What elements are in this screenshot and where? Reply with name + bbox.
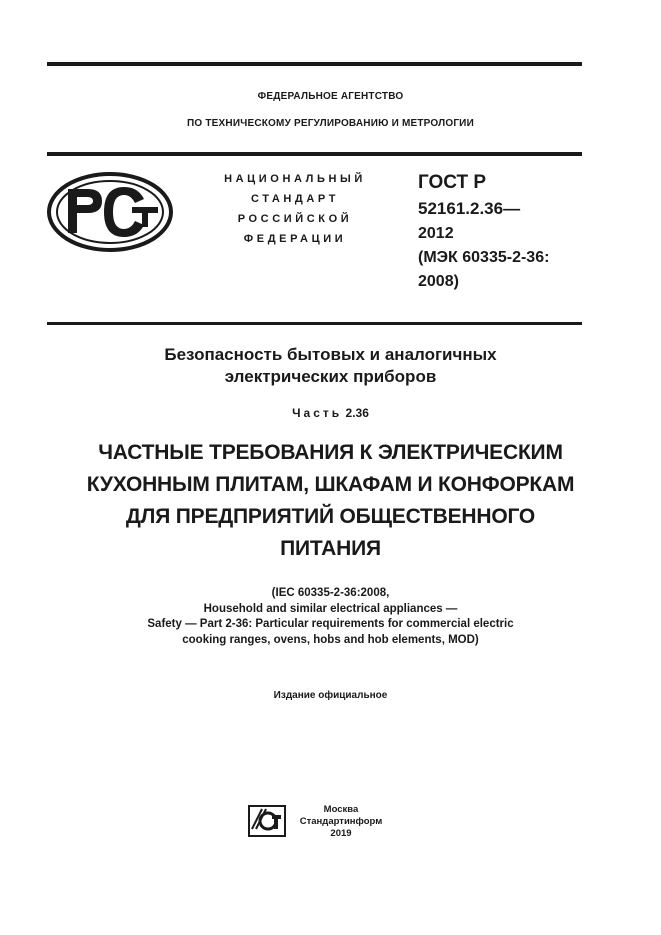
main-title-line-4: ПИТАНИЯ — [280, 537, 381, 560]
gost-line-4: (МЭК 60335-2-36: — [418, 249, 550, 266]
part-value: 2.36 — [345, 406, 369, 420]
gost-line-2: 52161.2.36— — [418, 199, 521, 218]
title-line-2: электрических приборов — [224, 367, 437, 386]
natstd-line-1: НАЦИОНАЛЬНЫЙ — [224, 173, 366, 185]
iec-line-3: Safety — Part 2-36: Particular requirements for commercial electric — [147, 618, 514, 630]
publisher-info — [296, 804, 386, 840]
part-number — [0, 406, 661, 420]
edition-label: Издание официальное — [273, 690, 388, 701]
title-line-1: Безопасность бытовых и аналогичных — [164, 345, 497, 364]
natstd-line-3: РОССИЙСКОЙ — [237, 213, 353, 225]
block-rule — [47, 322, 582, 325]
main-title-line-3: ДЛЯ ПРЕДПРИЯТИЙ ОБЩЕСТВЕННОГО — [125, 505, 536, 528]
iec-reference — [0, 586, 661, 648]
gost-designation — [418, 170, 618, 294]
header-rule — [47, 152, 582, 156]
iec-line-1: (IEC 60335-2-36:2008, — [271, 587, 390, 599]
part-word: Часть — [292, 406, 343, 420]
natstd-line-2: СТАНДАРТ — [250, 193, 340, 205]
agency-line-2: ПО ТЕХНИЧЕСКОМУ РЕГУЛИРОВАНИЮ И МЕТРОЛОГИИ — [187, 118, 474, 129]
main-title-line-2: КУХОННЫМ ПЛИТАМ, ШКАФАМ И КОНФОРКАМ — [86, 473, 575, 496]
iec-line-2: Household and similar electrical appliances — — [203, 602, 458, 615]
top-rule — [47, 62, 582, 66]
publisher-city: Москва — [323, 804, 359, 815]
gost-line-1: ГОСТ Р — [418, 172, 487, 193]
agency-line-1: ФЕДЕРАЛЬНОЕ АГЕНТСТВО — [257, 91, 404, 102]
main-title — [0, 437, 661, 565]
natstd-line-4: ФЕДЕРАЦИИ — [243, 233, 347, 245]
iec-line-4: cooking ranges, ovens, hobs and hob elements, MOD) — [182, 633, 479, 646]
standartinform-logo-icon — [248, 805, 286, 837]
main-title-line-1: ЧАСТНЫЕ ТРЕБОВАНИЯ К ЭЛЕКТРИЧЕСКИМ — [98, 441, 563, 464]
publisher-year: 2019 — [330, 828, 352, 839]
rst-certification-mark-icon — [46, 171, 174, 253]
national-standard-label — [200, 169, 390, 249]
document-title — [0, 344, 661, 388]
publisher-name: Стандартинформ — [299, 816, 383, 827]
gost-line-3: 2012 — [418, 225, 454, 242]
gost-line-5: 2008) — [418, 273, 459, 290]
